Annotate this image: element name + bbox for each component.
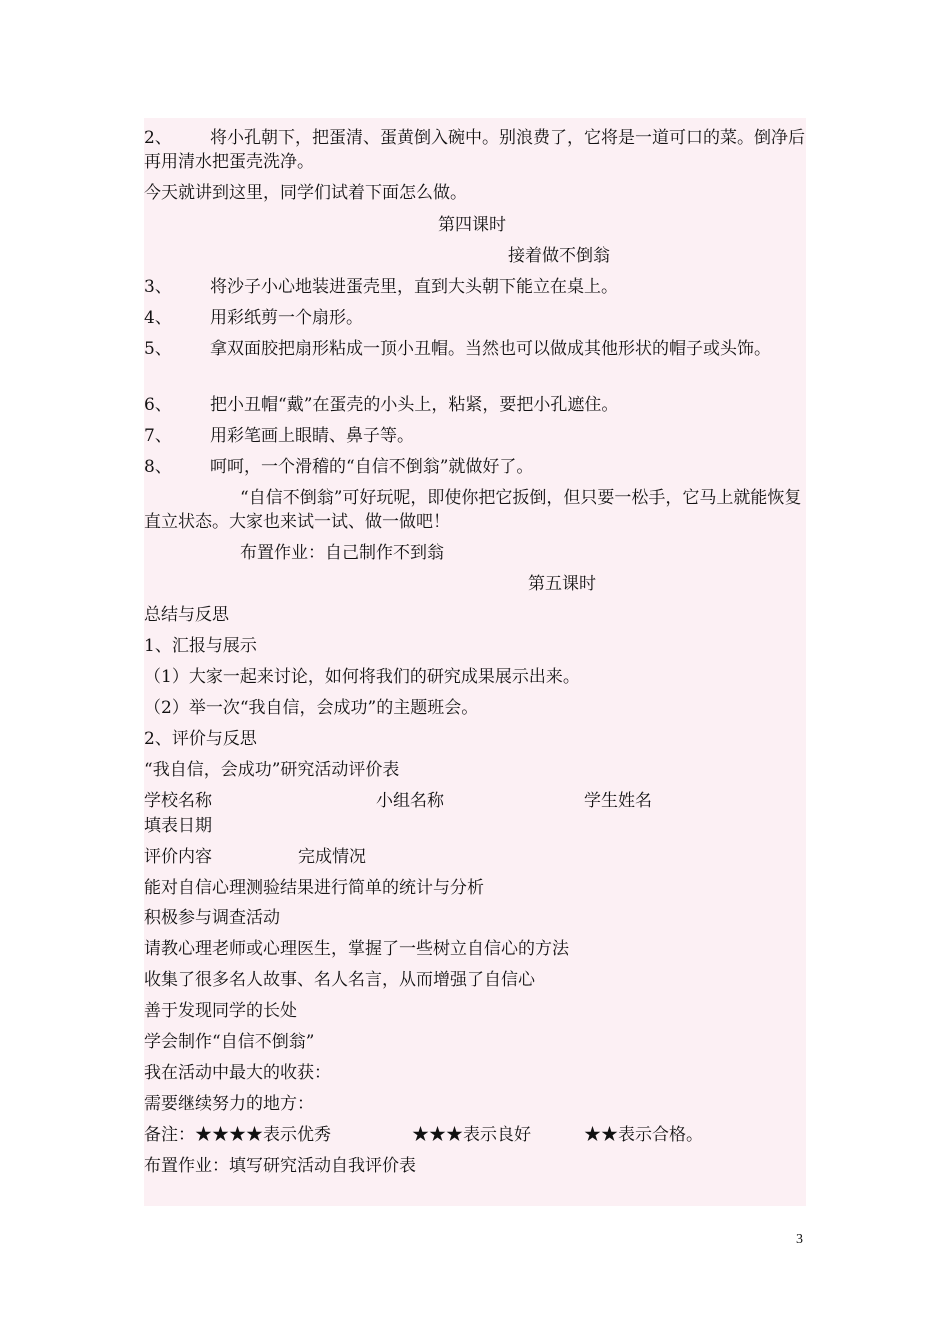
eval-row-6: 学会制作“自信不倒翁”: [144, 1032, 315, 1052]
homework-2: 布置作业：填写研究活动自我评价表: [144, 1156, 416, 1176]
eval-row-5: 善于发现同学的长处: [144, 1001, 297, 1021]
school-label: 学校名称: [144, 791, 212, 811]
lesson5-title: 第五课时: [528, 574, 596, 594]
date-label: 填表日期: [144, 816, 212, 836]
step-8: 8、 呵呵，一个滑稽的“自信不倒翁”就做好了。: [144, 457, 534, 477]
page-number: 3: [796, 1232, 803, 1247]
section-2: 2、评价与反思: [144, 729, 257, 749]
section-1: 1、汇报与展示: [144, 636, 257, 656]
eval-row-8: 需要继续努力的地方：: [144, 1094, 314, 1114]
summary-heading: 总结与反思: [144, 605, 229, 625]
intro-line: 今天就讲到这里，同学们试着下面怎么做。: [144, 183, 467, 203]
student-label: 学生姓名: [584, 791, 652, 811]
step-4: 4、 用彩纸剪一个扇形。: [144, 308, 363, 328]
eval-row-1: 能对自信心理测验结果进行简单的统计与分析: [144, 878, 484, 898]
lesson4-subtitle: 接着做不倒翁: [508, 246, 610, 266]
eval-row-4: 收集了很多名人故事、名人名言，从而增强了自信心: [144, 970, 535, 990]
note-pass: ★★表示合格。: [584, 1125, 703, 1145]
eval-row-3: 请教心理老师或心理医生，掌握了一些树立自信心的方法: [144, 939, 569, 959]
col-content: 评价内容: [144, 847, 212, 867]
step-6: 6、 把小丑帽“戴”在蛋壳的小头上，粘紧，要把小孔遮住。: [144, 395, 619, 415]
toy-paragraph: “自信不倒翁”可好玩呢，即使你把它扳倒，但只要一松手，它马上就能恢复直立状态。大家也来试一试、做一做吧！: [144, 488, 802, 532]
col-status: 完成情况: [298, 847, 366, 867]
step-5: 5、 拿双面胶把扇形粘成一顶小丑帽。当然也可以做成其他形状的帽子或头饰。: [144, 339, 771, 359]
note-good: ★★★表示良好: [412, 1125, 531, 1145]
step-3: 3、 将沙子小心地装进蛋壳里，直到大头朝下能立在桌上。: [144, 277, 618, 297]
eval-row-2: 积极参与调查活动: [144, 908, 280, 928]
step-2: 2、 将小孔朝下，把蛋清、蛋黄倒入碗中。别浪费了，它将是一道可口的菜。倒净后再用清水把蛋壳洗净。: [144, 128, 805, 172]
lesson4-title: 第四课时: [438, 215, 506, 235]
eval-row-7: 我在活动中最大的收获：: [144, 1063, 331, 1083]
homework-1: 布置作业：自己制作不到翁: [240, 543, 444, 563]
group-label: 小组名称: [376, 791, 444, 811]
step-7: 7、 用彩笔画上眼睛、鼻子等。: [144, 426, 414, 446]
table-title: “我自信，会成功”研究活动评价表: [144, 760, 400, 780]
section-1b: （2）举一次“我自信，会成功”的主题班会。: [144, 698, 479, 718]
note-excellent: 备注：★★★★表示优秀: [144, 1125, 331, 1145]
section-1a: （1）大家一起来讨论，如何将我们的研究成果展示出来。: [144, 667, 580, 687]
